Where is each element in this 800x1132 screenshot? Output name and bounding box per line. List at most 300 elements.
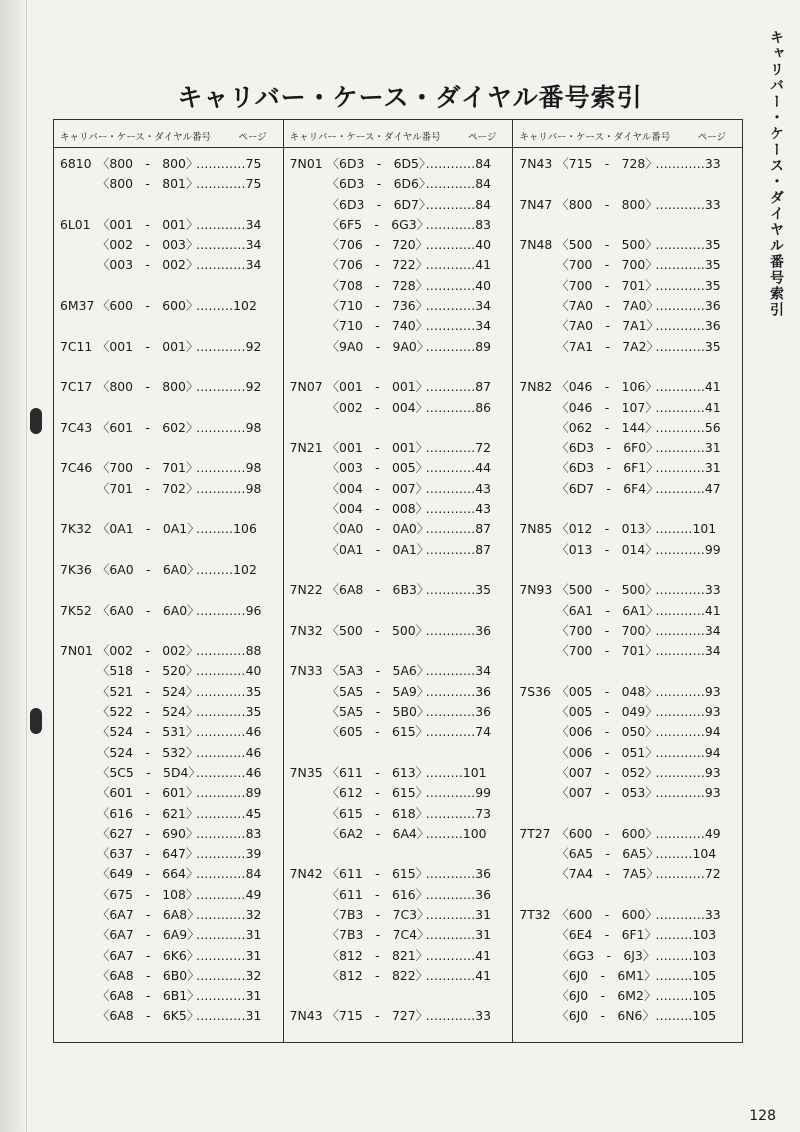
case-dial-range: 〈6A7 - 6A8〉 <box>97 906 200 922</box>
case-dial-range: 〈500 - 500〉 <box>556 582 658 598</box>
case-dial-range: 〈004 - 008〉 <box>326 501 429 517</box>
case-dial-range: 〈6A8 - 6B3〉 <box>326 582 430 598</box>
case-dial-range: 〈6D3 - 6D7〉 <box>326 196 432 212</box>
case-dial-range: 〈715 - 728〉 <box>556 156 658 171</box>
page-reference: …………35 <box>425 582 492 598</box>
case-dial-range: 〈611 - 615〉 <box>326 866 429 882</box>
page-reference: …………99 <box>425 785 492 801</box>
case-dial-range: 〈003 - 002〉 <box>97 257 199 273</box>
index-entry <box>284 195 513 215</box>
page-reference: ………101 <box>655 521 717 537</box>
case-dial-range: 〈6F5 - 6G3〉 <box>326 216 429 232</box>
case-dial-range: 〈7A4 - 7A5〉 <box>556 866 659 882</box>
case-dial-range: 〈013 - 014〉 <box>556 541 658 557</box>
spacer-row <box>513 804 742 824</box>
page-reference: …………46 <box>196 744 262 760</box>
index-entry <box>284 377 513 397</box>
page-reference: …………32 <box>196 906 262 922</box>
page-reference: …………93 <box>655 704 721 720</box>
page-reference: …………35 <box>655 237 721 253</box>
page-reference: …………47 <box>655 480 721 496</box>
case-dial-range: 〈649 - 664〉 <box>97 866 199 882</box>
page-reference: …………56 <box>655 419 721 435</box>
case-dial-range: 〈7A0 - 7A0〉 <box>556 298 659 314</box>
case-dial-range: 〈6A1 - 6A1〉 <box>556 602 659 618</box>
case-dial-range: 〈708 - 728〉 <box>326 277 429 293</box>
index-entry <box>513 235 742 255</box>
page-reference: …………46 <box>196 764 262 780</box>
index-entry <box>284 1006 513 1026</box>
page-reference: …………33 <box>655 582 721 598</box>
index-entry <box>54 601 283 621</box>
index-entry <box>284 458 513 478</box>
page-reference: …………89 <box>425 338 492 354</box>
column-rows <box>54 148 283 1027</box>
caliber-number: 6M37 <box>60 298 95 314</box>
case-dial-range: 〈6G3 - 6J3〉 <box>556 947 656 963</box>
index-entry <box>54 783 283 803</box>
page-reference: …………34 <box>655 622 721 638</box>
case-dial-range: 〈700 - 701〉 <box>97 460 199 476</box>
case-dial-range: 〈001 - 001〉 <box>97 338 199 354</box>
spacer-row <box>54 499 283 519</box>
index-entry <box>284 316 513 336</box>
case-dial-range: 〈601 - 601〉 <box>97 785 199 801</box>
index-entry <box>284 235 513 255</box>
case-dial-range: 〈800 - 800〉 <box>97 156 199 171</box>
caliber-number: 7C43 <box>60 419 93 435</box>
page-reference: ………106 <box>196 521 257 537</box>
header-page-label: ページ <box>468 132 497 143</box>
index-entry <box>513 641 742 661</box>
page-reference: …………73 <box>425 805 492 821</box>
case-dial-range: 〈0A1 - 0A1〉 <box>326 541 430 557</box>
page-reference: …………34 <box>425 663 492 679</box>
page-reference: …………31 <box>196 927 262 943</box>
header-caliber-label: キャリバー・ケース・ダイヤル番号 <box>60 132 211 143</box>
page-reference: …………98 <box>196 460 262 476</box>
header-page-label: ページ <box>697 132 727 143</box>
case-dial-range: 〈521 - 524〉 <box>97 683 199 699</box>
case-dial-range: 〈710 - 736〉 <box>326 298 429 314</box>
index-entry <box>54 337 283 357</box>
case-dial-range: 〈600 - 600〉 <box>97 298 199 314</box>
case-dial-range: 〈7B3 - 7C3〉 <box>326 906 430 922</box>
index-entry <box>513 438 742 458</box>
case-dial-range: 〈6D3 - 6D6〉 <box>326 176 432 192</box>
page-reference: …………83 <box>196 825 262 841</box>
page-number: 128 <box>749 1108 776 1124</box>
case-dial-range: 〈675 - 108〉 <box>97 886 199 902</box>
case-dial-range: 〈812 - 821〉 <box>326 947 429 963</box>
spacer-row <box>513 215 742 235</box>
case-dial-range: 〈700 - 700〉 <box>556 622 658 638</box>
index-entry <box>284 621 513 641</box>
page-reference: …………84 <box>425 176 492 192</box>
page-reference: …………84 <box>425 156 492 171</box>
page-reference: …………36 <box>425 704 492 720</box>
index-entry <box>284 255 513 275</box>
spacer-row <box>513 174 742 194</box>
page-reference: …………35 <box>196 704 262 720</box>
caliber-number: 7C17 <box>60 379 93 395</box>
index-entry <box>513 519 742 539</box>
index-entry <box>513 864 742 884</box>
page-reference: ………105 <box>655 967 717 983</box>
caliber-number: 7N35 <box>289 764 323 780</box>
page-reference: …………93 <box>655 683 721 699</box>
case-dial-range: 〈600 - 600〉 <box>556 825 658 841</box>
page-reference: …………93 <box>655 785 721 801</box>
caliber-number: 7N47 <box>519 196 553 212</box>
caliber-number: 7N01 <box>289 156 323 171</box>
index-entry <box>54 844 283 864</box>
index-entry <box>54 174 283 194</box>
index-entry <box>54 966 283 986</box>
index-entry <box>513 296 742 316</box>
index-entry <box>284 540 513 560</box>
index-entry <box>284 154 513 174</box>
index-entry <box>284 682 513 702</box>
case-dial-range: 〈002 - 004〉 <box>326 399 429 415</box>
case-dial-range: 〈6A8 - 6B1〉 <box>97 988 200 1004</box>
index-entry <box>54 458 283 478</box>
page-reference: …………33 <box>425 1008 492 1024</box>
page-reference: …………89 <box>196 785 262 801</box>
page-reference: …………34 <box>425 298 492 314</box>
index-entry <box>284 925 513 945</box>
index-entry <box>54 925 283 945</box>
page-reference: …………43 <box>425 480 492 496</box>
page-reference: …………31 <box>425 927 492 943</box>
index-entry <box>513 946 742 966</box>
index-entry <box>284 519 513 539</box>
case-dial-range: 〈5A3 - 5A6〉 <box>326 663 430 679</box>
caliber-number: 7S36 <box>519 683 551 699</box>
page-reference: …………31 <box>425 906 492 922</box>
index-entry <box>54 641 283 661</box>
spacer-row <box>54 276 283 296</box>
index-entry <box>513 255 742 275</box>
page-reference: …………45 <box>196 805 262 821</box>
spacer-row <box>513 560 742 580</box>
case-dial-range: 〈611 - 613〉 <box>326 764 429 780</box>
index-entry <box>54 377 283 397</box>
index-entry <box>284 580 513 600</box>
page-reference: ………102 <box>196 298 257 314</box>
spacer-row <box>54 195 283 215</box>
case-dial-range: 〈002 - 002〉 <box>97 643 199 659</box>
spacer-row <box>54 438 283 458</box>
page-reference: …………33 <box>655 156 721 171</box>
index-entry <box>513 783 742 803</box>
spacer-row <box>54 621 283 641</box>
caliber-number: 7N22 <box>289 582 323 598</box>
header-caliber-label: キャリバー・ケース・ダイヤル番号 <box>289 132 441 143</box>
index-entry <box>513 377 742 397</box>
spacer-row <box>54 357 283 377</box>
page-reference: ………103 <box>655 947 717 963</box>
case-dial-range: 〈6J0 - 6M2〉 <box>556 988 657 1004</box>
spacer-row <box>284 641 513 661</box>
index-entry <box>54 702 283 722</box>
case-dial-range: 〈006 - 051〉 <box>556 744 658 760</box>
index-entry <box>513 601 742 621</box>
index-entry <box>54 296 283 316</box>
case-dial-range: 〈5A5 - 5B0〉 <box>326 704 430 720</box>
header-page-label: ページ <box>238 132 267 143</box>
page-reference: …………39 <box>196 846 262 862</box>
case-dial-range: 〈6D3 - 6F0〉 <box>556 440 659 456</box>
header-caliber-label: キャリバー・ケース・ダイヤル番号 <box>519 132 671 143</box>
caliber-number: 7N43 <box>289 1008 323 1024</box>
page-reference: …………86 <box>425 399 492 415</box>
index-entry <box>54 763 283 783</box>
index-entry <box>513 682 742 702</box>
case-dial-range: 〈7B3 - 7C4〉 <box>326 927 430 943</box>
index-table <box>53 119 743 1043</box>
index-entry <box>284 215 513 235</box>
index-entry <box>54 986 283 1006</box>
spacer-row <box>284 986 513 1006</box>
index-entry <box>284 804 513 824</box>
caliber-number: 7N07 <box>289 379 323 395</box>
page-reference: …………41 <box>655 602 721 618</box>
caliber-number: 6L01 <box>60 216 91 232</box>
case-dial-range: 〈500 - 500〉 <box>326 622 429 638</box>
spacer-row <box>284 601 513 621</box>
spacer-row <box>54 316 283 336</box>
page-reference: …………34 <box>196 237 262 253</box>
page-reference: ………103 <box>655 927 717 943</box>
case-dial-range: 〈6A8 - 6B0〉 <box>97 967 200 983</box>
index-entry <box>284 174 513 194</box>
index-entry <box>54 682 283 702</box>
case-dial-range: 〈524 - 531〉 <box>97 724 199 740</box>
index-entry <box>513 966 742 986</box>
caliber-number: 7N43 <box>519 156 553 171</box>
case-dial-range: 〈001 - 001〉 <box>326 379 429 395</box>
caliber-number: 7N93 <box>519 582 553 598</box>
case-dial-range: 〈611 - 616〉 <box>326 886 429 902</box>
case-dial-range: 〈627 - 690〉 <box>97 825 199 841</box>
page-reference: …………35 <box>655 277 721 293</box>
case-dial-range: 〈6A2 - 6A4〉 <box>326 825 430 841</box>
case-dial-range: 〈046 - 107〉 <box>556 399 658 415</box>
page-reference: …………88 <box>196 643 262 659</box>
index-entry <box>513 276 742 296</box>
spacer-row <box>513 499 742 519</box>
page-reference: …………41 <box>425 947 492 963</box>
case-dial-range: 〈007 - 052〉 <box>556 764 658 780</box>
spacer-row <box>54 540 283 560</box>
case-dial-range: 〈005 - 049〉 <box>556 704 658 720</box>
index-column <box>283 120 513 1042</box>
case-dial-range: 〈616 - 621〉 <box>97 805 199 821</box>
spacer-row <box>54 580 283 600</box>
page-binding-edge <box>0 0 27 1132</box>
case-dial-range: 〈637 - 647〉 <box>97 846 199 862</box>
page-reference: …………36 <box>425 886 492 902</box>
page-reference: …………32 <box>196 967 262 983</box>
case-dial-range: 〈0A0 - 0A0〉 <box>326 521 430 537</box>
caliber-number: 7C46 <box>60 460 93 476</box>
index-entry <box>513 722 742 742</box>
index-entry <box>513 580 742 600</box>
page-reference: …………35 <box>655 338 721 354</box>
case-dial-range: 〈6A5 - 6A5〉 <box>556 846 659 862</box>
caliber-number: 7N48 <box>519 237 553 253</box>
index-column <box>512 120 742 1042</box>
page-reference: …………83 <box>425 216 492 232</box>
spacer-row <box>284 844 513 864</box>
index-entry <box>284 763 513 783</box>
case-dial-range: 〈6A7 - 6K6〉 <box>97 947 200 963</box>
page-reference: …………46 <box>196 724 262 740</box>
page-reference: …………87 <box>425 521 492 537</box>
index-entry <box>284 966 513 986</box>
index-entry <box>513 824 742 844</box>
page-reference: …………84 <box>425 196 492 212</box>
index-entry <box>513 458 742 478</box>
case-dial-range: 〈524 - 532〉 <box>97 744 199 760</box>
index-entry <box>54 804 283 824</box>
page-reference: …………92 <box>196 379 262 395</box>
spacer-row <box>513 661 742 681</box>
case-dial-range: 〈6A7 - 6A9〉 <box>97 927 200 943</box>
case-dial-range: 〈5A5 - 5A9〉 <box>326 683 430 699</box>
index-entry <box>284 864 513 884</box>
page-reference: …………41 <box>425 257 492 273</box>
page-reference: …………33 <box>655 196 721 212</box>
index-entry <box>284 783 513 803</box>
index-entry <box>54 661 283 681</box>
caliber-number: 7N82 <box>519 379 553 395</box>
caliber-number: 7N21 <box>289 440 323 456</box>
case-dial-range: 〈5C5 - 5D4〉 <box>97 764 201 780</box>
index-entry <box>513 986 742 1006</box>
page-reference: …………84 <box>196 866 262 882</box>
page-reference: …………93 <box>655 764 721 780</box>
index-entry <box>54 154 283 174</box>
index-entry <box>513 702 742 722</box>
case-dial-range: 〈6J0 - 6M1〉 <box>556 967 657 983</box>
case-dial-range: 〈001 - 001〉 <box>326 440 429 456</box>
case-dial-range: 〈600 - 600〉 <box>556 906 658 922</box>
page-reference: …………94 <box>655 724 721 740</box>
page-reference: …………98 <box>196 419 262 435</box>
page-reference: …………31 <box>196 1008 262 1024</box>
index-column <box>54 120 283 1042</box>
case-dial-range: 〈800 - 800〉 <box>97 379 199 395</box>
page-reference: …………49 <box>196 886 262 902</box>
page-reference: …………75 <box>196 176 262 192</box>
spacer-row <box>513 357 742 377</box>
caliber-number: 7C11 <box>60 338 93 354</box>
index-entry <box>54 722 283 742</box>
page-reference: …………94 <box>655 744 721 760</box>
caliber-number: 7N42 <box>289 866 323 882</box>
page-reference: …………49 <box>655 825 721 841</box>
case-dial-range: 〈700 - 701〉 <box>556 643 658 659</box>
page-reference: ………105 <box>655 988 717 1004</box>
page-reference: …………74 <box>425 724 492 740</box>
case-dial-range: 〈6A0 - 6A0〉 <box>97 602 200 618</box>
page-reference: …………72 <box>425 440 492 456</box>
case-dial-range: 〈005 - 048〉 <box>556 683 658 699</box>
index-entry <box>513 418 742 438</box>
index-entry <box>513 195 742 215</box>
case-dial-range: 〈001 - 001〉 <box>97 216 199 232</box>
case-dial-range: 〈518 - 520〉 <box>97 663 199 679</box>
caliber-number: 7N01 <box>60 643 93 659</box>
index-entry <box>54 946 283 966</box>
case-dial-range: 〈002 - 003〉 <box>97 237 199 253</box>
column-header <box>513 120 742 148</box>
binder-hole <box>30 408 42 434</box>
index-entry <box>54 235 283 255</box>
index-entry <box>54 519 283 539</box>
index-entry <box>284 824 513 844</box>
page-reference: …………31 <box>655 440 721 456</box>
case-dial-range: 〈601 - 602〉 <box>97 419 199 435</box>
index-entry <box>513 540 742 560</box>
case-dial-range: 〈0A1 - 0A1〉 <box>97 521 200 537</box>
index-entry <box>513 1006 742 1026</box>
index-entry <box>54 905 283 925</box>
index-entry <box>54 560 283 580</box>
page-reference: ………100 <box>425 825 487 841</box>
spacer-row <box>513 885 742 905</box>
page-reference: …………36 <box>655 318 721 334</box>
spacer-row <box>54 398 283 418</box>
case-dial-range: 〈800 - 801〉 <box>97 176 199 192</box>
case-dial-range: 〈006 - 050〉 <box>556 724 658 740</box>
case-dial-range: 〈6A8 - 6K5〉 <box>97 1008 200 1024</box>
page-reference: …………35 <box>196 683 262 699</box>
case-dial-range: 〈605 - 615〉 <box>326 724 429 740</box>
case-dial-range: 〈700 - 701〉 <box>556 277 658 293</box>
index-entry <box>54 1006 283 1026</box>
index-entry <box>513 743 742 763</box>
index-entry <box>54 418 283 438</box>
spacer-row <box>284 560 513 580</box>
case-dial-range: 〈500 - 500〉 <box>556 237 658 253</box>
index-entry <box>54 215 283 235</box>
case-dial-range: 〈706 - 720〉 <box>326 237 429 253</box>
case-dial-range: 〈7A0 - 7A1〉 <box>556 318 659 334</box>
index-entry <box>284 905 513 925</box>
index-entry <box>284 661 513 681</box>
index-entry <box>284 885 513 905</box>
page-reference: …………98 <box>196 480 262 496</box>
index-entry <box>284 337 513 357</box>
index-entry <box>54 255 283 275</box>
page-reference: …………34 <box>196 257 262 273</box>
case-dial-range: 〈710 - 740〉 <box>326 318 429 334</box>
case-dial-range: 〈012 - 013〉 <box>556 521 658 537</box>
page-reference: …………31 <box>196 947 262 963</box>
index-entry <box>54 479 283 499</box>
page-reference: ………104 <box>655 846 717 862</box>
page-reference: …………72 <box>655 866 721 882</box>
page-reference: …………87 <box>425 379 492 395</box>
page-reference: …………87 <box>425 541 492 557</box>
page-reference: …………43 <box>425 501 492 517</box>
index-entry <box>284 946 513 966</box>
column-rows <box>513 148 742 1027</box>
page-reference: …………34 <box>655 643 721 659</box>
